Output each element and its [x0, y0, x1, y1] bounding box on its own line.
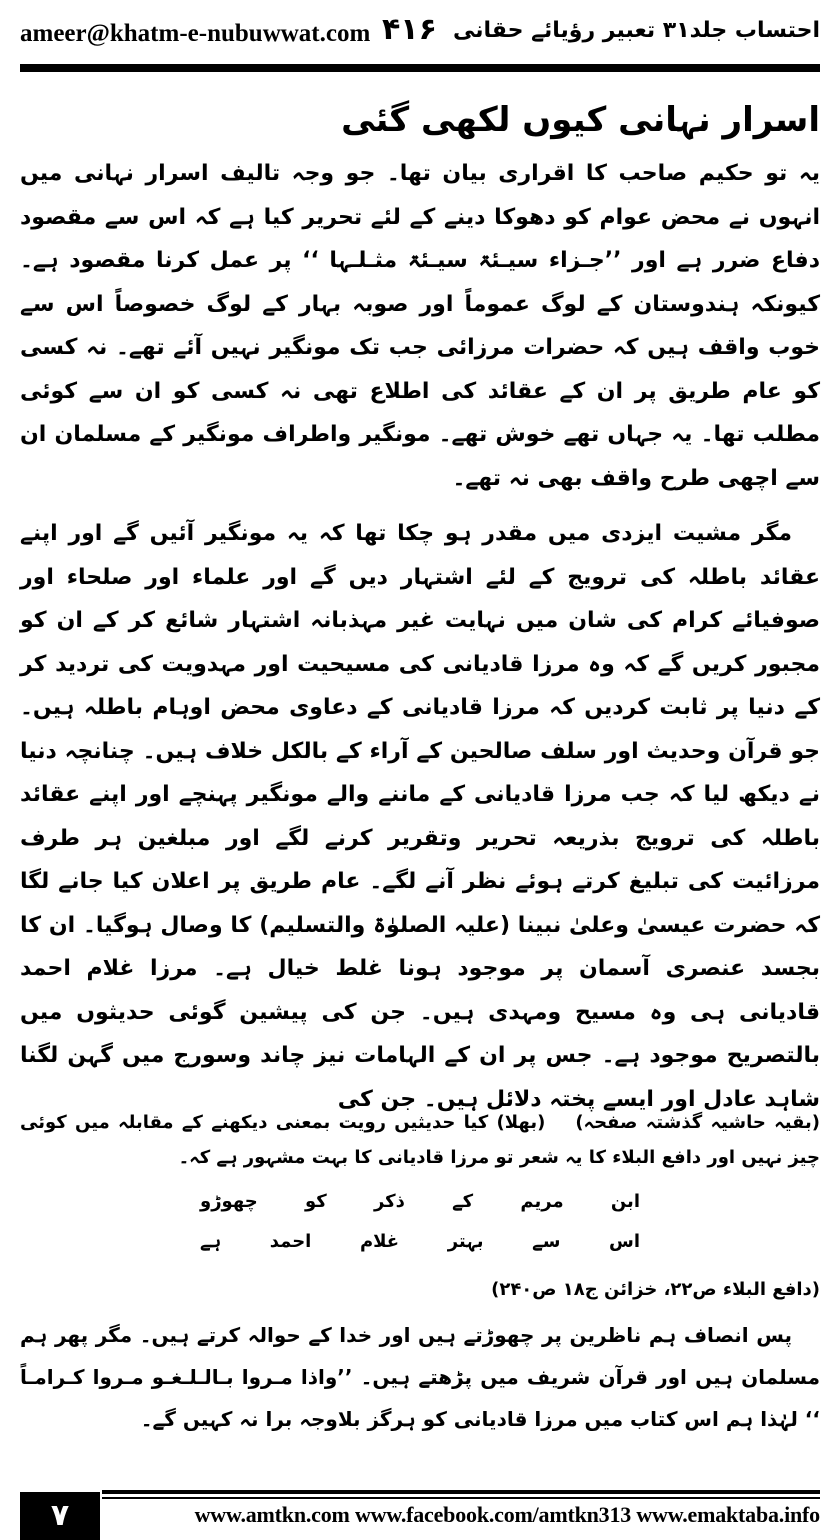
header-page-number: ۴۱۶ — [382, 12, 437, 47]
footnote-block — [20, 1105, 820, 1175]
footnote-text: (بھلا) کیا حدیثیں رویت بمعنی دیکھنے کے مقابلہ میں کوئی چیز نہیں اور دافع البلاء کا یہ شعر تو مرزا قادیانی کا بہت مشہور ہے کہ۔ — [20, 1112, 820, 1168]
paragraph-1: یہ تو حکیم صاحب کا اقراری بیان تھا۔ جو وجہ تالیف اسرار نہانی میں انہوں نے محض عوام کو دھوکا دینے کے لئے تحریر کیا ہے کہ اس سے مقصود دفاع ضرر ہے اور ’’جـزاء سیـئۃ سیـئۃ مثـلـہا ‘‘ پر عمل کرنا مقصود ہے۔ کیونکہ ہندوستان کے لوگ عموماً اور صوبہ بہار کے لوگ خصوصاً اس سے خوب واقف ہیں کہ حضرات مرزائی جب تک مونگیر نہیں آئے تھے۔ نہ کسی کو عام طریق پر ان کے عقائد کی اطلاع تھی نہ کسی کو ان سے کوئی مطلب تھا۔ یہ جہاں تھے خوش تھے۔ مونگیر واطراف مونگیر کے مسلمان ان سے اچھی طرح واقف بھی نہ تھے۔ — [20, 161, 820, 491]
verse-line-1 — [200, 1184, 640, 1219]
verse-word: کو — [304, 1191, 327, 1212]
header-email: ameer@khatm-e-nubuwwat.com — [20, 20, 371, 47]
footnote-closing: پس انصاف ہم ناظرین پر چھوڑتے ہیں اور خدا کے حوالہ کرتے ہیں۔ مگر پھر ہم مسلمان ہیں اور قرآن شریف میں پڑھتے ہیں۔ ’’واذا مـروا بـالـلـغـو مـروا کـرامـاً ‘‘ لہٰذا ہم اس کتاب میں مرزا قادیانی کو ہرگز بلاوجہ برا نہ کہیں گے۔ — [20, 1323, 820, 1431]
page-footer — [0, 1490, 840, 1540]
paragraph-2: مگر مشیت ایزدی میں مقدر ہو چکا تھا کہ یہ مونگیر آئیں گے اور اپنے عقائد باطلہ کی ترویج کے لئے اشتہار دیں گے اور علماء اور صلحاء اور صوفیائے کرام کی شان میں نہایت غیر مہذبانہ اشتہار شائع کر کے ان کو مجبور کریں گے کہ وہ مرزا قادیانی کی مسیحیت اور مہدویت کی تردید کر کے دنیا پر ثابت کردیں کہ مرزا قادیانی کے دعاوی محض اوہام باطلہ ہیں۔ جو قرآن وحدیث اور سلف صالحین کے آراء کے بالکل خلاف ہیں۔ چنانچہ دنیا نے دیکھ لیا کہ جب مرزا قادیانی کے ماننے والے مونگیر پہنچے اور اپنے عقائد باطلہ کی ترویج بذریعہ تحریر وتقریر کرنے لگے اور مبلغین ہر طرف مرزائیت کی تبلیغ کرتے ہوئے نظر آنے لگے۔ عام طریق پر اعلان کیا جانے لگا کہ حضرت عیسیٰ وعلیٰ نبینا (علیہ الصلوٰۃ والتسلیم) کا وصال ہوگیا۔ ان کا بجسد عنصری آسمان پر موجود ہونا غلط خیال ہے۔ مرزا غلام احمد قادیانی ہی وہ مسیح ومہدی ہیں۔ جن کی پیشین گوئی حدیثوں میں بالتصریح موجود ہے۔ جس پر ان کے الہامات نیز چاند وسورج میں گہن لگنا شاہد عادل اور ایسے پختہ دلائل ہیں۔ جن کی — [20, 521, 820, 1112]
verse-word: اس — [608, 1231, 640, 1252]
verse-word: بہتر — [447, 1231, 484, 1252]
page-header — [0, 0, 840, 66]
footer-links: www.amtkn.com www.facebook.com/amtkn313 www.emaktaba.info — [194, 1502, 820, 1527]
verse-word: غلام — [359, 1231, 400, 1252]
footer-page-number: ۷ — [20, 1492, 100, 1540]
verse-word: چھوڑو — [200, 1191, 258, 1212]
verse-word: ابن — [610, 1191, 640, 1212]
verse-word: احمد — [269, 1231, 312, 1252]
section-title: اسرار نہانی کیوں لکھی گئی — [341, 100, 820, 140]
verse-word: کے — [452, 1191, 474, 1212]
footnote-reference: (دافع البلاء ص۲۲، خزائن ج۱۸ ص۲۴۰) — [491, 1279, 820, 1300]
header-running-title: احتساب جلد۳۱ تعبیر رؤیائے حقانی — [453, 18, 820, 43]
verse-line-2 — [200, 1224, 640, 1259]
header-rule — [20, 64, 820, 72]
verse-word: ذکر — [373, 1191, 405, 1212]
footer-rule — [102, 1490, 820, 1499]
footnote-label: (بقیہ حاشیہ گذشتہ صفحہ) — [575, 1112, 820, 1133]
verse-word: مریم — [520, 1191, 564, 1212]
verse-word: ہے — [200, 1231, 222, 1252]
verse-word: سے — [532, 1231, 561, 1252]
